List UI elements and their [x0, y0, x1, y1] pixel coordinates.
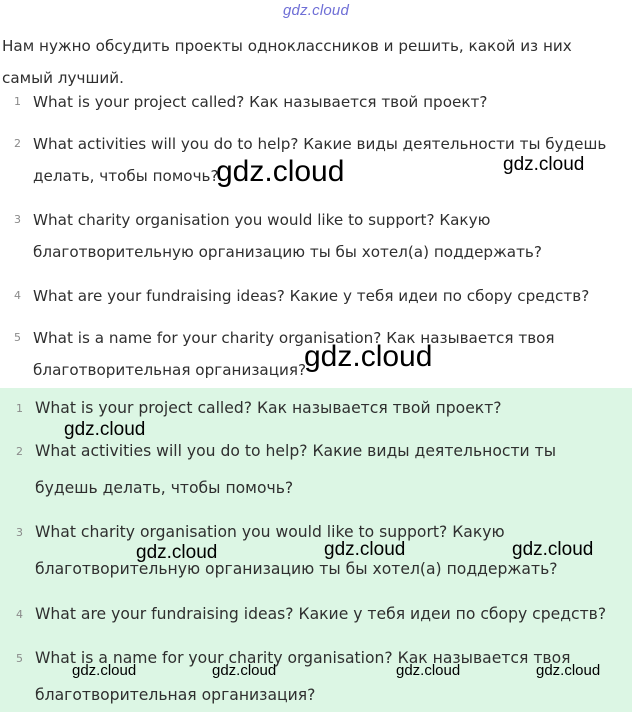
question-text: What charity organisation you would like to support? Какую благотворительную организацию ты бы хотел(а) поддержать? — [33, 211, 542, 261]
answer-text: What charity organisation you would like to support? Какую благотворительную организацию ты бы хотел(а) поддержать? — [35, 523, 558, 578]
answer-number: 3 — [16, 526, 23, 539]
intro-text: Нам нужно обсудить проекты одноклассников и решить, какой из них самый лучший. — [2, 37, 572, 87]
answer-text: What activities will you do to help? Какие виды деятельности ты будешь делать, чтобы помочь? — [35, 442, 557, 497]
watermark: gdz.cloud — [64, 419, 146, 440]
answer-item-4 — [0, 596, 620, 633]
answer-number: 5 — [16, 652, 23, 665]
watermark: gdz.cloud — [512, 539, 594, 560]
question-number: 2 — [14, 137, 21, 150]
question-item-1 — [0, 86, 620, 118]
watermark: gdz.cloud — [396, 662, 461, 679]
answer-text: What is your project called? Как называется твой проект? — [35, 399, 502, 417]
question-number: 1 — [14, 95, 21, 108]
answer-item-2 — [0, 433, 620, 507]
question-text: What is your project called? Как называется твой проект? — [33, 93, 488, 111]
watermark: gdz.cloud — [304, 340, 433, 373]
answer-text: What are your fundraising ideas? Какие у тебя идеи по сбору средств? — [35, 605, 607, 623]
watermark: gdz.cloud — [503, 154, 585, 175]
watermark: gdz.cloud — [216, 155, 345, 188]
answer-number: 4 — [16, 608, 23, 621]
question-text: What are your fundraising ideas? Какие у тебя идеи по сбору средств? — [33, 287, 590, 305]
watermark: gdz.cloud — [536, 662, 601, 679]
question-item-3 — [0, 204, 620, 268]
question-number: 5 — [14, 331, 21, 344]
watermark: gdz.cloud — [72, 662, 137, 679]
answer-number: 1 — [16, 402, 23, 415]
question-number: 3 — [14, 213, 21, 226]
watermark: gdz.cloud — [324, 539, 406, 560]
watermark: gdz.cloud — [212, 662, 277, 679]
answer-text: What is a name for your charity organisation? Как называется твоя благотворительная организация? — [35, 649, 571, 704]
question-text: What activities will you do to help? Какие виды деятельности ты будешь делать, чтобы помочь? — [33, 135, 607, 185]
question-text: What is a name for your charity organisation? Как называется твоя благотворительная организация? — [33, 329, 555, 379]
question-number: 4 — [14, 289, 21, 302]
answer-number: 2 — [16, 445, 23, 458]
top-watermark: gdz.cloud — [282, 2, 349, 19]
question-item-4 — [0, 280, 620, 312]
watermark: gdz.cloud — [136, 542, 218, 563]
